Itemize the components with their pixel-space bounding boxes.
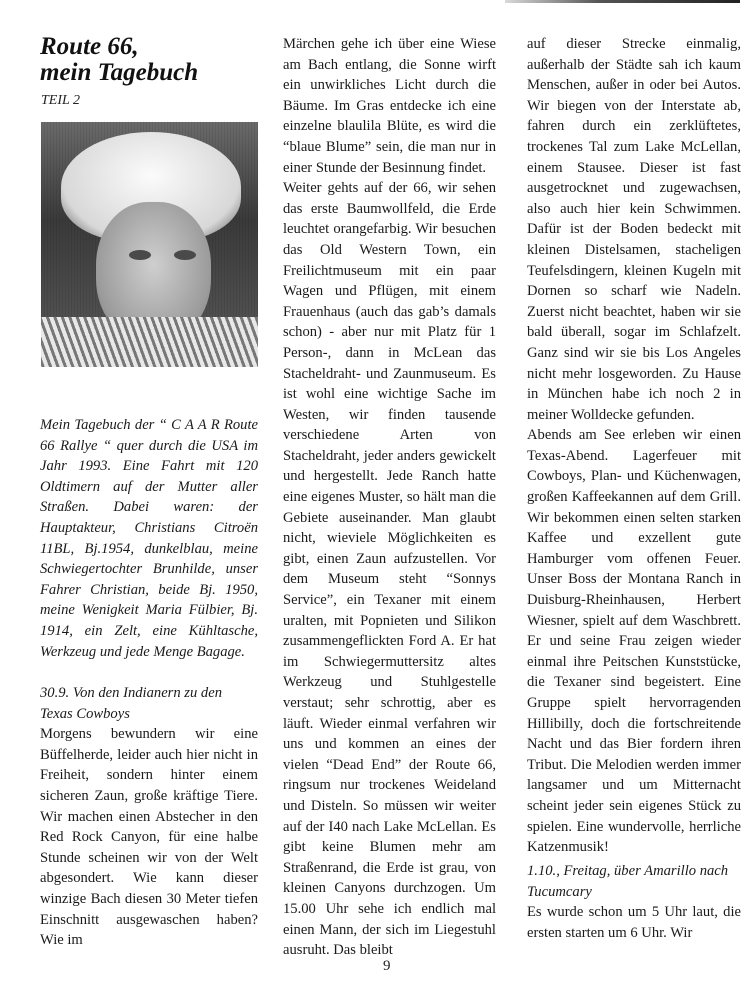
title-line-1: Route 66, bbox=[40, 33, 139, 60]
photo-caption: Mein Tagebuch der “ C A A R Route 66 Rallye “ quer durch die USA im Jahr 1993. Eine Fahrt mit 120 Oldtimern auf der Mutter aller Straßen. Dabei waren: der Hauptakteur, Christians Citroën 11BL, Bj.1954, dunkelblau, meine Schwiegertochter Brunhilde, unser Fahrer Christian, beide Bj. 1950, meine Wenigkeit Maria Fülbier, Bj. 1914, ein Zelt, eine Kühltasche, Werkzeug und jede Menge Bagage. bbox=[40, 417, 258, 660]
photo-eye-left bbox=[129, 250, 151, 260]
section-heading-1: 30.9. Von den Indianern zu den Texas Cowboys bbox=[40, 685, 222, 722]
right-paragraph-1: auf dieser Strecke einmalig, außerhalb der Städte sah ich kaum Menschen, außer in oder bei Autos. Wir biegen von der Interstate ab, fahren durch ein zerklüftetes, trockenes Tal zum Lake McLellan, einem Stausee. Dieser ist fast ausgetrocknet und zugewachsen, also auch hier kein Schwimmen. Dafür ist der Boden bedeckt mit kleinen Distelsamen, stacheligen Teufelsdingern, kleinen Kugeln mit Dornen so scharf wie Nadeln. Zuerst nicht beachtet, haben wir sie bald überall, sogar im Schlafzelt. Ganz sind wir sie bis Los Angeles nicht mehr losgeworden. Zu Hause in München habe ich noch 2 in meiner Wolldecke gefunden. bbox=[527, 36, 741, 423]
page-number: 9 bbox=[383, 958, 391, 974]
middle-column bbox=[283, 34, 496, 961]
left-column-body bbox=[40, 683, 258, 951]
title-line-2: mein Tagebuch bbox=[40, 59, 199, 86]
section-heading-2: 1.10., Freitag, über Amarillo nach Tucumcary bbox=[527, 863, 729, 900]
right-column-section-2 bbox=[527, 861, 741, 943]
article-subtitle: TEIL 2 bbox=[41, 93, 81, 108]
portrait-photo bbox=[41, 122, 258, 367]
right-paragraph-2: Abends am See erleben wir einen Texas-Abend. Lagerfeuer mit Cowboys, Plan- und Küchenwagen, großen Kaffeekannen auf dem Grill. Wir bekommen einen selten starken Kaffee und exzellent gute Hamburger vom offenen Feuer. Unser Boss der Montana Ranch in Duisburg-Rheinhausen, Herbert Wiesner, spielt auf dem Waschbrett. Er und seine Frau zeigen wieder einmal ihre Peitschen Kunststücke, die Texaner sind begeistert. Eine Gruppe spielt hervorragenden Hillibilly, doch die fortschreitende Nacht und das Bier fordern ihren Tribut. Die Melodien werden immer langsamer und um Mitternacht scheint jeder sein eigenes Stück zu spielen. Eine wundervolle, herrliche Katzenmusik! bbox=[527, 427, 741, 856]
section-2-text: Es wurde schon um 5 Uhr laut, die ersten starten um 6 Uhr. Wir bbox=[527, 904, 741, 941]
top-rule bbox=[505, 0, 740, 3]
photo-collar bbox=[41, 317, 258, 367]
middle-paragraph-2: Weiter gehts auf der 66, wir sehen das erste Baumwollfeld, die Erde leuchtet orangefarbig. Wir besuchen das Old Western Town, ein Freilichtmuseum mit ein paar Wagen und Pflügen, mit einem Frauenhaus (auch das gab’s damals schon) - aber nur mit Platz für 1 Person-, dann in McLean das Stacheldraht- und Zaunmuseum. Es ist wohl eine wichtige Sache im Westen, wir finden tausende verschiedene Arten von Stacheldraht, jeder anders gewickelt und hergestellt. Jede Ranch hatte eine eigenes Muster, so hält man die Gebiete auseinander. Man glaubt nicht, wieviele Möglichkeiten es gibt, einen Zaun aufzustellen. Vor dem Museum steht “Sonnys Service”, ein Texaner mit einem uralten, mit Popnieten und Silikon zusammengeflickten Ford A. Er hat im Schwiegermuttersitz altes Werkzeug und Stuhlgestelle verstaut; sehr schrottig, aber es läuft. Wieder einmal verfahren wir uns und kommen an eines der vielen “Dead End” der Route 66, ringsum nur trockenes Weideland und Disteln. So müssen wir weiter auf der I40 nach Lake McLellan. Es gibt keine Blumen mehr am Straßenrand, die Erde ist grau, von kleinen Canyons durchzogen. Um 15.00 Uhr sehe ich endlich mal einen Mann, der sich im Liegestuhl ausruht. Das bleibt bbox=[283, 180, 496, 959]
article-title bbox=[40, 34, 198, 86]
middle-paragraph-1: Märchen gehe ich über eine Wiese am Bach entlang, die Sonne wirft ein unwirkliches Licht durch die Bäume. Im Gras entdecke ich eine einzelne blaulila Blüte, es wird die “blaue Blume” sein, die man nur in einer Stunde der Besinnung findet. bbox=[283, 36, 496, 176]
right-column bbox=[527, 34, 741, 858]
left-column-text: Morgens bewundern wir eine Büffelherde, leider auch hier nicht in Freiheit, sondern hinter einem sicheren Zaun, große kräftige Tiere. Wir machen einen Abstecher in den Red Rock Canyon, für eine halbe Stunde scheinen wir von der Welt abgesondert. Wie kann dieser winzige Bach diesen 30 Meter tiefen Einschnitt ausgewaschen haben? Wie im bbox=[40, 726, 258, 949]
photo-eye-right bbox=[174, 250, 196, 260]
